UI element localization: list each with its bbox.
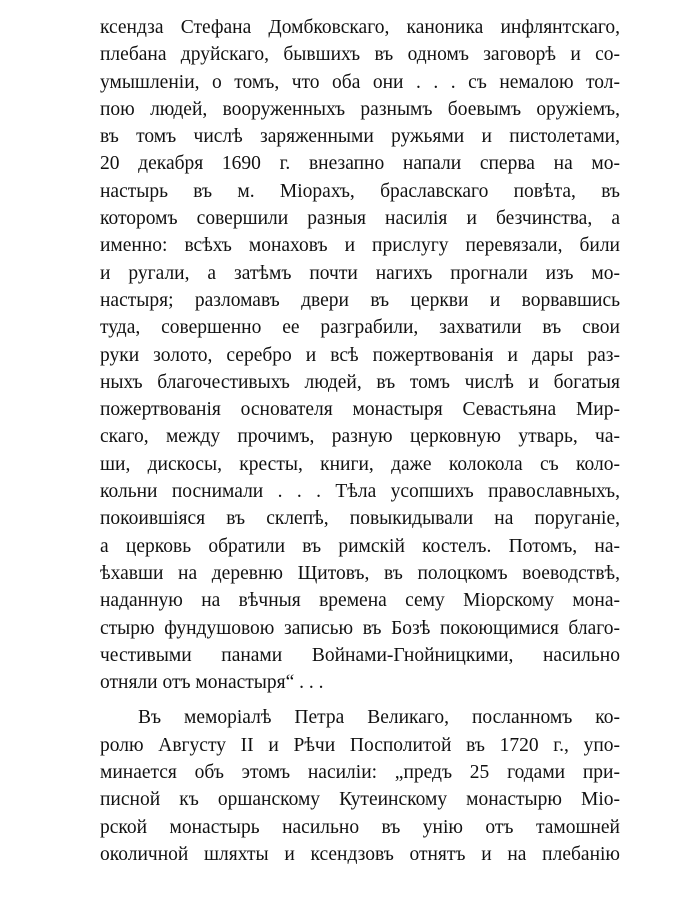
text-line: наданную на вѣчныя времена сему Міорскому мона- (100, 590, 620, 612)
text-line: которомъ совершили разныя насилія и безчинства, а (100, 208, 620, 230)
text-line: рской монастырь насильно въ унію отъ тамошней (100, 816, 620, 838)
text-line: честивыми панами Войнами-Гнойницкими, насильно (100, 644, 620, 666)
text-line: плебана друйскаго, бывшихъ въ одномъ заговорѣ и со- (100, 44, 620, 66)
text-line: ѣхавши на деревню Щитовъ, въ полоцкомъ воеводствѣ, (100, 562, 620, 584)
text-line: настыря; разломавъ двери въ церкви и ворвавшись (100, 289, 620, 311)
paragraph-2 (100, 704, 620, 868)
text-line: минается объ этомъ насиліи: „предъ 25 годами при- (100, 762, 620, 784)
paragraph-1 (100, 14, 620, 696)
text-line: а церковь обратили въ римскій костелъ. Потомъ, на- (100, 535, 620, 557)
text-line: пожертвованія основателя монастыря Севастьяна Мир- (100, 399, 620, 421)
text-line: ныхъ благочестивыхъ людей, въ томъ числѣ и богатыя (100, 371, 620, 393)
text-line: писной къ оршанскому Кутеинскому монастырю Міо- (100, 789, 620, 811)
text-line: въ томъ числѣ заряженными ружьями и пистолетами, (100, 126, 620, 148)
text-line: настырь въ м. Міорахъ, браславскаго повѣта, въ (100, 180, 620, 202)
text-line: руки золото, серебро и всѣ пожертвованія и дары раз- (100, 344, 620, 366)
text-line: покоившіяся въ склепѣ, повыкидывали на поруганіе, (100, 508, 620, 530)
text-line: 20 декабря 1690 г. внезапно напали сперва на мо- (100, 153, 620, 175)
text-line: ши, дискосы, кресты, книги, даже колокола съ коло- (100, 453, 620, 475)
text-line: умышленіи, о томъ, что оба они . . . съ немалою тол- (100, 71, 620, 93)
text-line: и ругали, а затѣмъ почти нагихъ прогнали изъ мо- (100, 262, 620, 284)
text-line: околичной шляхты и ксендзовъ отнятъ и на плебанію (100, 843, 620, 865)
text-line: скаго, между прочимъ, разную церковную утварь, ча- (100, 426, 620, 448)
text-line: ролю Августу II и Рѣчи Посполитой въ 1720 г., упо- (100, 734, 620, 756)
text-line: пою людей, вооруженныхъ разнымъ боевымъ оружіемъ, (100, 98, 620, 120)
text-line: именно: всѣхъ монаховъ и прислугу перевязали, били (100, 235, 620, 257)
text-line: отняли отъ монастыря“ . . . (100, 672, 324, 694)
text-line: ксендза Стефана Домбковскаго, каноника инфлянтскаго, (100, 17, 620, 38)
text-line: туда, совершенно ее разграбили, захватили въ свои (100, 317, 620, 339)
paragraph-gap (100, 696, 620, 704)
text-line: стырю фундушовою записью въ Бозѣ покоющимися благо- (100, 617, 620, 639)
body-text (100, 14, 620, 868)
text-line: кольни поснимали . . . Тѣла усопшихъ православныхъ, (100, 481, 620, 503)
text-line: Въ меморіалѣ Петра Великаго, посланномъ ко- (138, 707, 620, 729)
